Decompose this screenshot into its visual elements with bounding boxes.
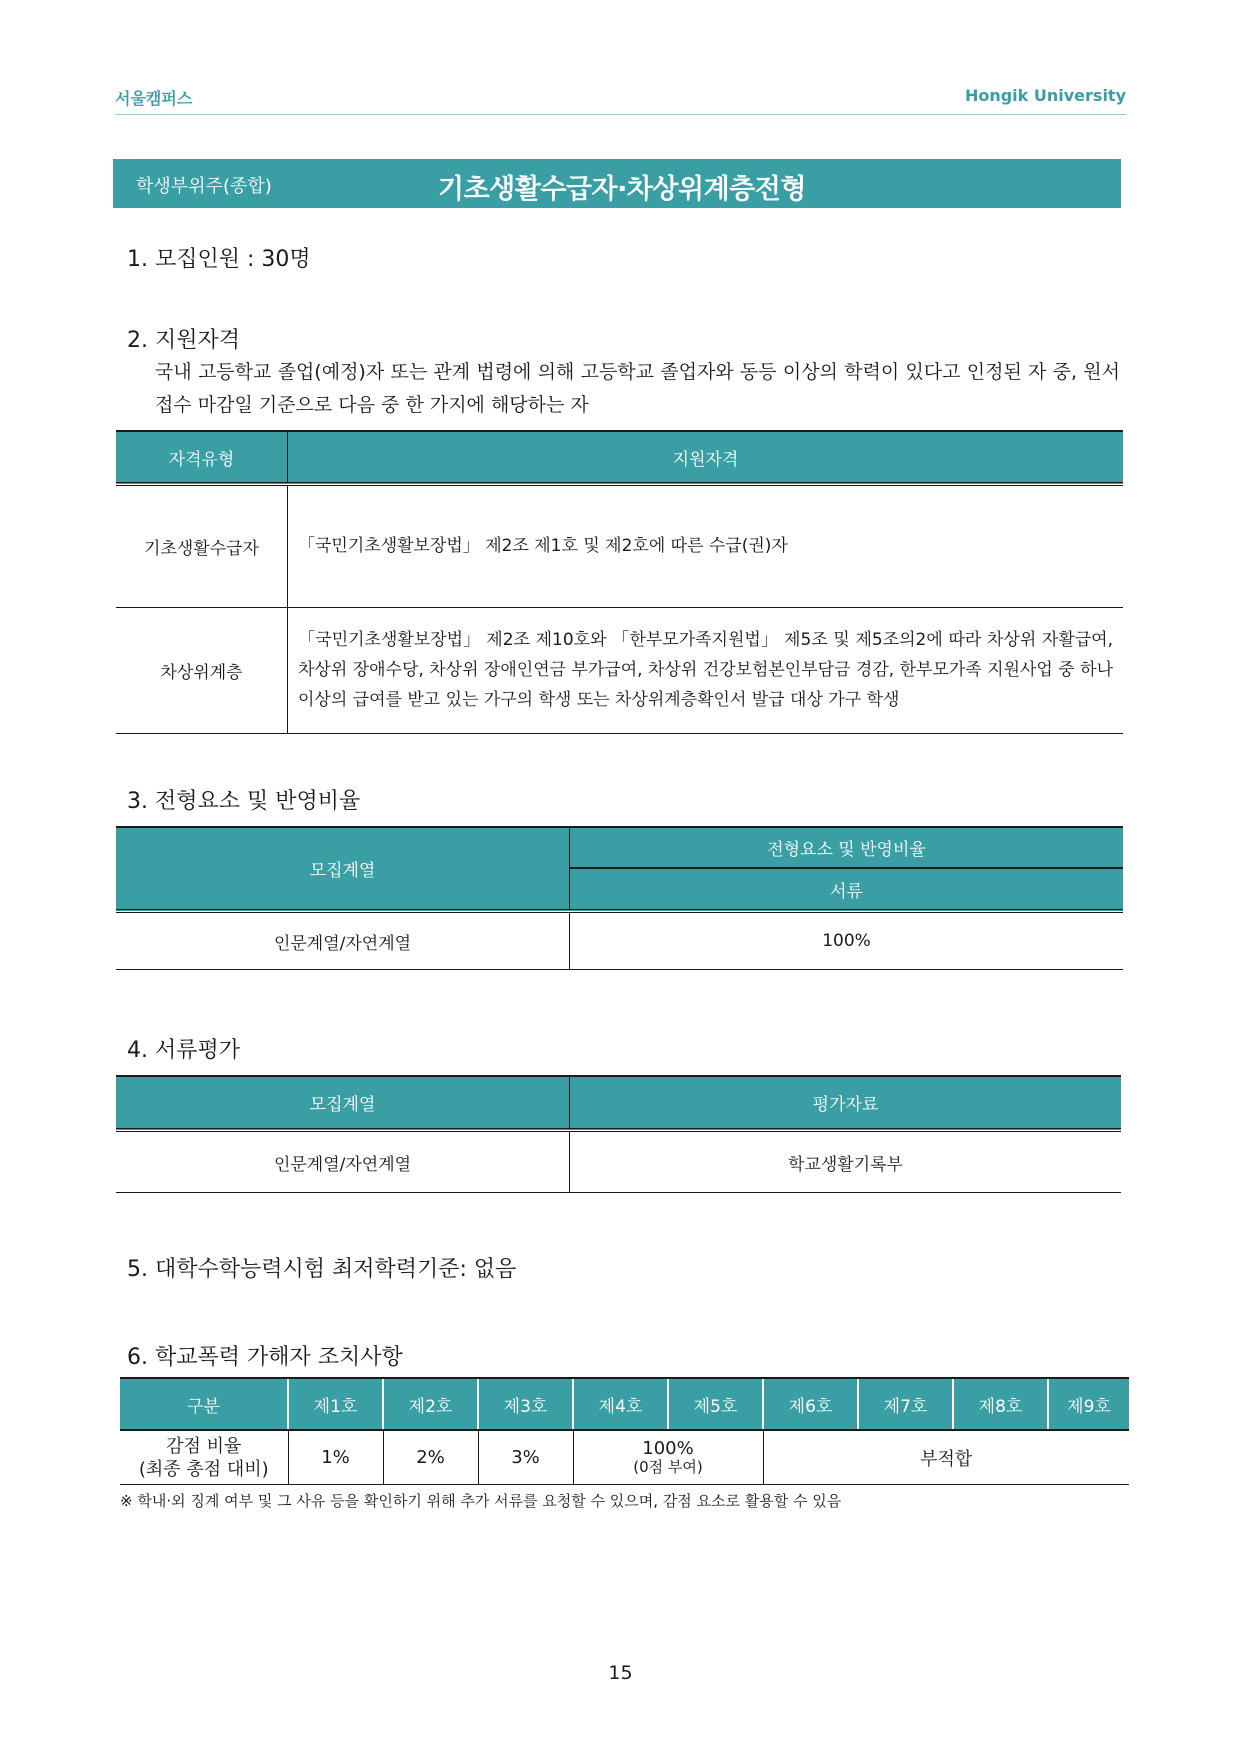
violence-table <box>120 1377 1129 1485</box>
eligibility-type: 기초생활수급자 <box>116 484 288 607</box>
deduction-label <box>120 1430 288 1485</box>
eligibility-header-qualification: 지원자격 <box>288 431 1124 484</box>
violence-header-4: 제4호 <box>573 1378 668 1430</box>
ratio-header-sub: 서류 <box>570 868 1124 911</box>
doc-eval-header-group: 모집계열 <box>116 1076 570 1130</box>
deduction-value-6-9: 부적합 <box>763 1430 1129 1485</box>
violence-header-6: 제6호 <box>763 1378 858 1430</box>
violence-header-9: 제9호 <box>1048 1378 1129 1430</box>
ratio-table <box>116 826 1123 970</box>
eligibility-type: 차상위계층 <box>116 607 288 733</box>
violence-header-5: 제5호 <box>668 1378 763 1430</box>
ratio-group: 인문계열/자연계열 <box>116 911 570 970</box>
violence-header-3: 제3호 <box>478 1378 573 1430</box>
banner-title: 기초생활수급자·차상위계층전형 <box>438 174 806 205</box>
university-label: Hongik University <box>964 86 1126 105</box>
ratio-header-group: 모집계열 <box>116 827 570 911</box>
eligibility-table <box>116 430 1123 734</box>
deduction-value-4-5-sub: (0점 부여) <box>633 1457 703 1476</box>
section-quota: 1. 모집인원 : 30명 <box>127 247 311 272</box>
deduction-value-1: 1% <box>288 1430 383 1485</box>
ratio-header-top: 전형요소 및 반영비율 <box>570 827 1124 868</box>
header-divider <box>115 114 1126 115</box>
violence-header-7: 제7호 <box>858 1378 953 1430</box>
deduction-value-4-5-main: 100% <box>642 1437 694 1459</box>
section-csat-minimum: 5. 대학수학능력시험 최저학력기준: 없음 <box>127 1257 517 1282</box>
table-row <box>120 1430 1129 1485</box>
violence-header-2: 제2호 <box>383 1378 478 1430</box>
deduction-label-sub: (최종 총점 대비) <box>138 1458 269 1480</box>
doc-eval-table <box>116 1075 1121 1193</box>
campus-label: 서울캠퍼스 <box>115 89 193 108</box>
table-row <box>116 911 1123 970</box>
doc-eval-group: 인문계열/자연계열 <box>116 1130 570 1193</box>
doc-eval-material: 학교생활기록부 <box>570 1130 1122 1193</box>
section-doc-eval: 4. 서류평가 <box>127 1038 240 1063</box>
eligibility-description: 국내 고등학교 졸업(예정)자 또는 관계 법령에 의해 고등학교 졸업자와 동등 이상의 학력이 있다고 인정된 자 중, 원서접수 마감일 기준으로 다음 중 한 가지에 해당하는 자 <box>155 361 1120 416</box>
table-row <box>116 607 1123 733</box>
deduction-value-3: 3% <box>478 1430 573 1485</box>
ratio-value: 100% <box>570 911 1124 970</box>
deduction-value-4-5 <box>573 1430 763 1485</box>
section-school-violence: 6. 학교폭력 가해자 조치사항 <box>127 1345 403 1370</box>
eligibility-desc: 「국민기초생활보장법」 제2조 제10호와 「한부모가족지원법」 제5조 및 제5조의2에 따라 차상위 자활급여, 차상위 장애수당, 차상위 장애인연금 부가급여, 차상위 건강보험본인부담금 경감, 한부모가족 지원사업 중 하나 이상의 급여를 받고 있는 가구의 학생 또는 차상위계층확인서 발급 대상 가구 학생 <box>288 607 1124 733</box>
deduction-value-2: 2% <box>383 1430 478 1485</box>
violence-header-8: 제8호 <box>953 1378 1048 1430</box>
eligibility-header-type: 자격유형 <box>116 431 288 484</box>
eligibility-desc: 「국민기초생활보장법」 제2조 제1호 및 제2호에 따른 수급(권)자 <box>288 484 1124 607</box>
deduction-label-main: 감점 비율 <box>166 1435 242 1457</box>
section-eligibility: 2. 지원자격 <box>127 328 240 353</box>
section-ratio: 3. 전형요소 및 반영비율 <box>127 789 361 814</box>
table-row <box>116 484 1123 607</box>
page-number: 15 <box>608 1662 633 1684</box>
banner-category: 학생부위주(종합) <box>136 176 272 197</box>
doc-eval-header-material: 평가자료 <box>570 1076 1122 1130</box>
violence-header-1: 제1호 <box>288 1378 383 1430</box>
violence-header-category: 구분 <box>120 1378 288 1430</box>
admission-banner <box>113 159 1121 208</box>
table-row <box>116 1130 1121 1193</box>
violence-note: ※ 학내·외 징계 여부 및 그 사유 등을 확인하기 위해 추가 서류를 요청할 수 있으며, 감점 요소로 활용할 수 있음 <box>120 1492 842 1510</box>
